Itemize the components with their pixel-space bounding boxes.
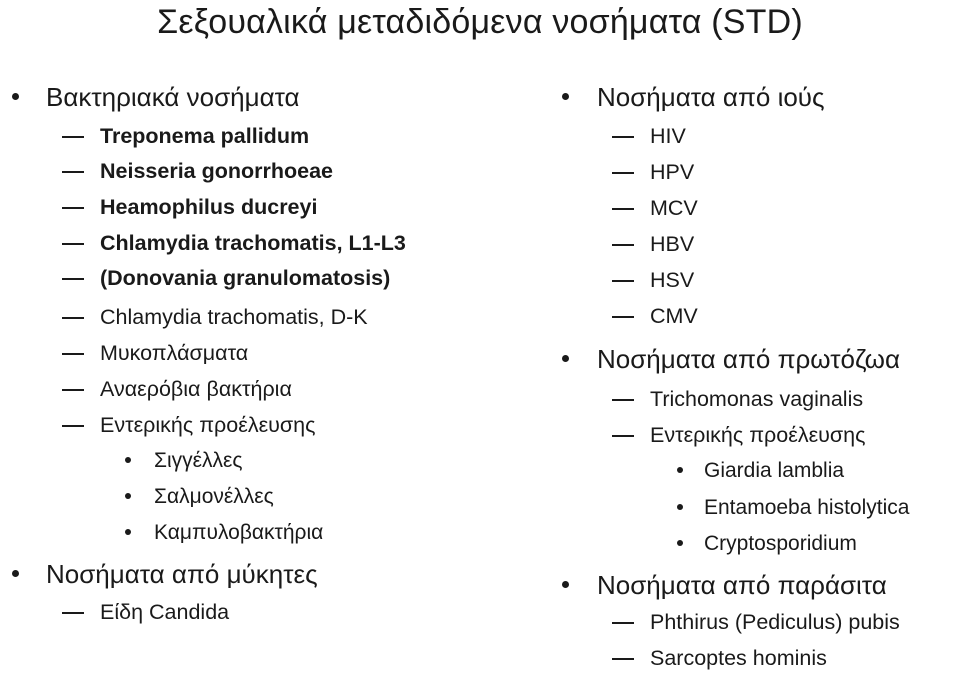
list-item: Chlamydia trachomatis, L1-L3 [100, 231, 406, 255]
heading-protozoa: Νοσήματα από πρωτόζωα [597, 344, 901, 374]
sub-list-item: Καμπυλοβακτήρια [154, 521, 324, 544]
list-item: HSV [650, 268, 695, 292]
heading-parasites: Νοσήματα από παράσιτα [597, 570, 887, 600]
list-item: Αναερόβια βακτήρια [100, 377, 292, 401]
bullet-dot-icon [562, 355, 569, 362]
dash-icon [612, 399, 634, 401]
list-item: HPV [650, 160, 695, 184]
list-item: Είδη Candida [100, 600, 230, 624]
list-item: Sarcoptes hominis [650, 646, 827, 670]
list-item: Chlamydia trachomatis, D-K [100, 305, 368, 329]
dash-icon [62, 278, 84, 280]
sub-list-item: Cryptosporidium [704, 532, 857, 555]
dash-icon [62, 136, 84, 138]
heading-fungal: Νοσήματα από μύκητες [46, 559, 318, 589]
dash-icon [62, 389, 84, 391]
sub-list-item: Σαλμονέλλες [154, 485, 274, 508]
list-item: Εντερικής προέλευσης [650, 423, 866, 447]
bullet-dot-icon [125, 457, 131, 463]
bullet-dot-icon [562, 93, 569, 100]
list-item: HIV [650, 124, 686, 148]
list-item: CMV [650, 304, 698, 328]
dash-icon [612, 244, 634, 246]
bullet-dot-icon [677, 504, 683, 510]
list-item: Treponema pallidum [100, 124, 310, 148]
bullet-dot-icon [125, 493, 131, 499]
dash-icon [62, 317, 84, 319]
list-item: Μυκοπλάσματα [100, 341, 249, 365]
list-item: (Donovania granulomatosis) [100, 266, 391, 290]
dash-icon [62, 207, 84, 209]
bullet-dot-icon [12, 93, 19, 100]
list-item: HBV [650, 232, 695, 256]
sub-list-item: Entamoeba histolytica [704, 496, 910, 519]
dash-icon [612, 316, 634, 318]
dash-icon [62, 425, 84, 427]
list-item: MCV [650, 196, 698, 220]
slide-title: Σεξουαλικά μεταδιδόμενα νοσήματα (STD) [157, 3, 803, 41]
list-item: Neisseria gonorrhoeae [100, 159, 334, 183]
list-item: Trichomonas vaginalis [650, 387, 864, 411]
dash-icon [62, 612, 84, 614]
dash-icon [62, 171, 84, 173]
dash-icon [612, 280, 634, 282]
bullet-dot-icon [677, 467, 683, 473]
list-item: Phthirus (Pediculus) pubis [650, 610, 900, 634]
list-item: Heamophilus ducreyi [100, 195, 318, 219]
bullet-dot-icon [677, 540, 683, 546]
bullet-dot-icon [12, 570, 19, 577]
sub-list-item: Giardia lamblia [704, 459, 845, 482]
dash-icon [612, 658, 634, 660]
sub-list-item: Σιγγέλλες [154, 449, 243, 472]
heading-viral: Νοσήματα από ιούς [597, 82, 825, 112]
bullet-dot-icon [125, 529, 131, 535]
dash-icon [612, 208, 634, 210]
list-item: Εντερικής προέλευσης [100, 413, 316, 437]
heading-bacterial: Βακτηριακά νοσήματα [46, 82, 300, 112]
dash-icon [612, 435, 634, 437]
dash-icon [62, 353, 84, 355]
dash-icon [612, 136, 634, 138]
dash-icon [62, 243, 84, 245]
dash-icon [612, 172, 634, 174]
bullet-dot-icon [562, 581, 569, 588]
dash-icon [612, 622, 634, 624]
